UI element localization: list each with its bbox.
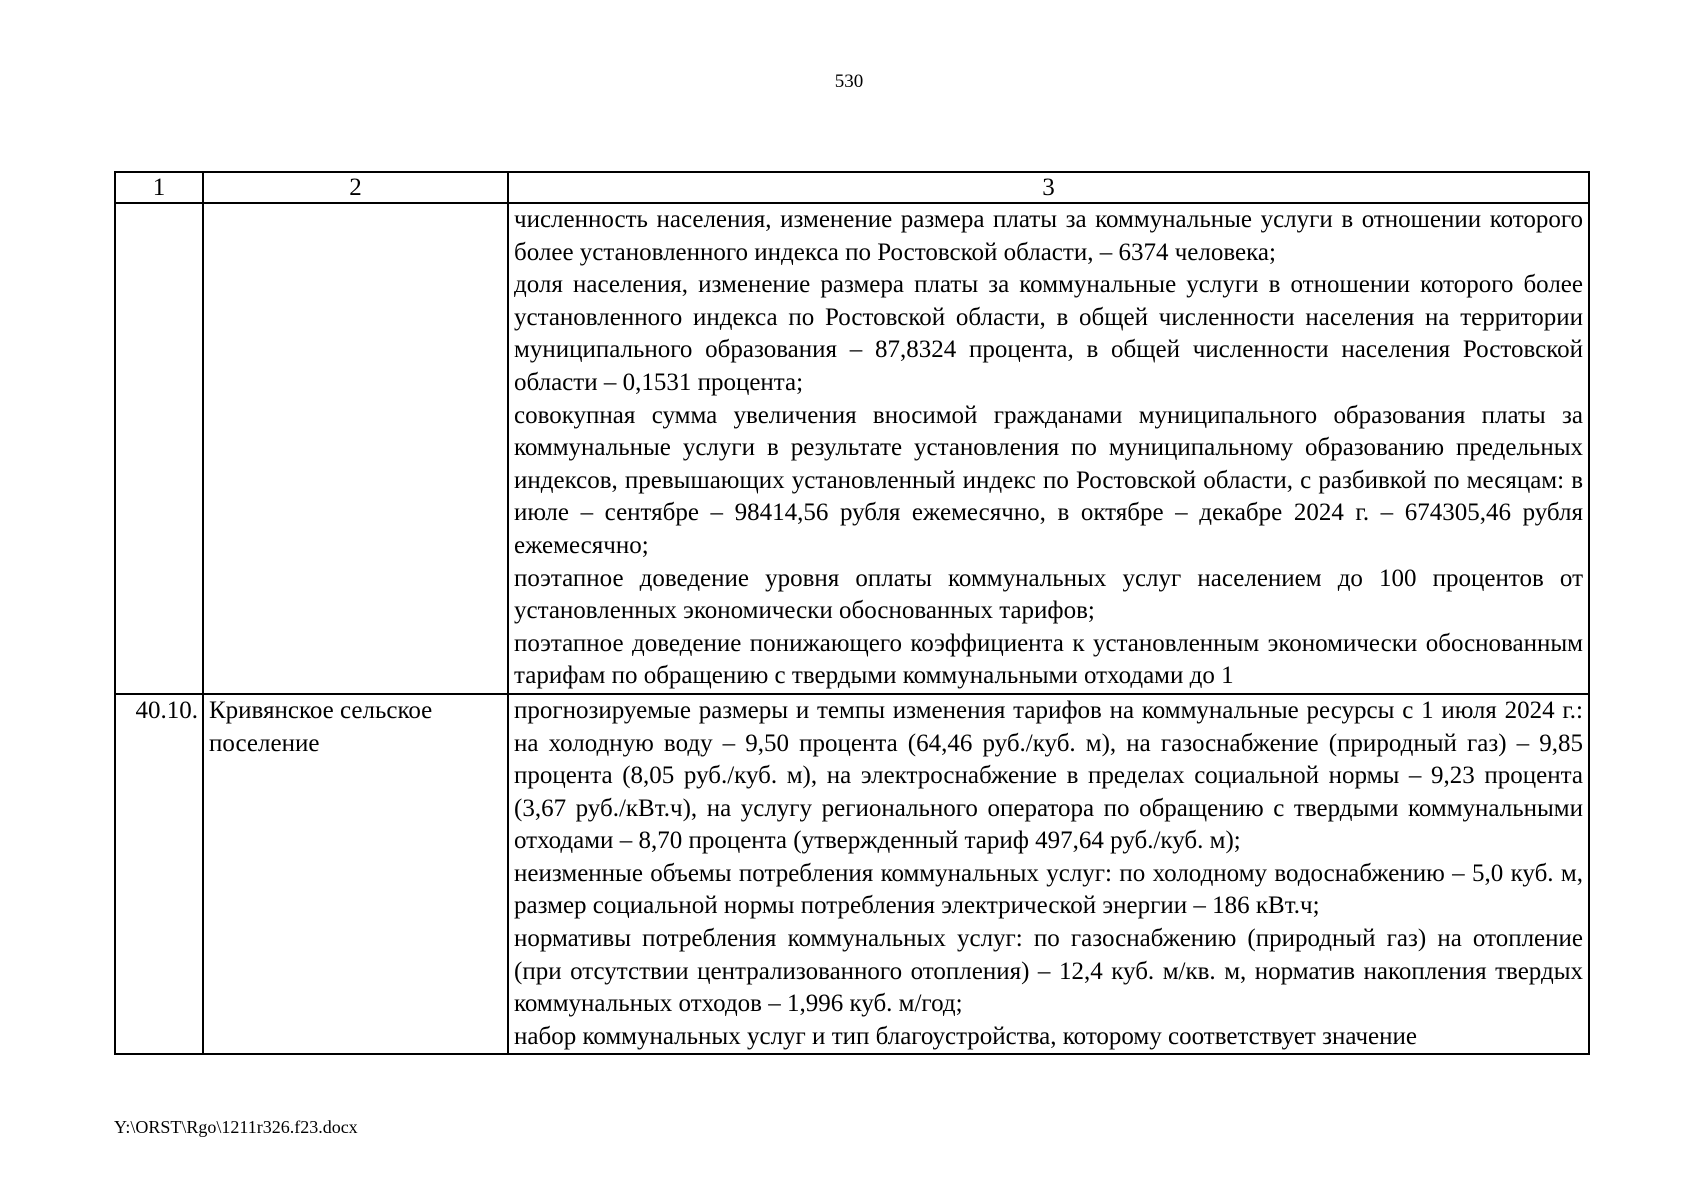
content-paragraph: доля населения, изменение размера платы за коммунальные услуги в отношении которого более установленного индекса по Ростовской области, в общей численности населения на территории муниципального образования – 87,8324 процента, в общей численности населения Ростовской области – 0,1531 процента; bbox=[514, 271, 1583, 396]
table-row bbox=[115, 694, 1589, 1055]
row-number-cell bbox=[115, 203, 203, 694]
content-paragraph: поэтапное доведение понижающего коэффициента к установленным экономически обоснованным тарифам по обращению с твердыми коммунальными отходами до 1 bbox=[514, 629, 1583, 690]
content-paragraph: численность населения, изменение размера платы за коммунальные услуги в отношении которого более установленного индекса по Ростовской области, – 6374 человека; bbox=[514, 206, 1583, 266]
column-header-3: 3 bbox=[508, 172, 1589, 203]
row-number-cell: 40.10. bbox=[115, 694, 203, 1055]
footer-file-path: Y:\ORST\Rgo\1211r326.f23.docx bbox=[114, 1117, 358, 1137]
row-name-cell bbox=[203, 203, 508, 694]
column-header-1: 1 bbox=[115, 172, 203, 203]
row-content-cell bbox=[508, 694, 1589, 1055]
content-paragraph: совокупная сумма увеличения вносимой гражданами муниципального образования платы за коммунальные услуги в результате установления по муниципальному образованию предельных индексов, превышающих установленный индекс по Ростовской области, с разбивкой по месяцам: в июле – сентябре – 98414,56 рубля ежемесячно, в октябре – декабре 2024 г. – 674305,46 рубля ежемесячно; bbox=[514, 401, 1583, 559]
document-table bbox=[114, 171, 1590, 1055]
content-paragraph: неизменные объемы потребления коммунальных услуг: по холодному водоснабжению – 5,0 куб. м, размер социальной нормы потребления электрической энергии – 186 кВт.ч; bbox=[514, 859, 1583, 920]
table-header-row bbox=[115, 172, 1589, 203]
content-paragraph: нормативы потребления коммунальных услуг: по газоснабжению (природный газ) на отопление (при отсутствии централизованного отопления) – 12,4 куб. м/кв. м, норматив накопления твердых коммунальных отходов – 1,996 куб. м/год; bbox=[514, 925, 1583, 1018]
content-paragraph: прогнозируемые размеры и темпы изменения тарифов на коммунальные ресурсы с 1 июля 2024 г.: на холодную воду – 9,50 процента (64,46 руб./куб. м), на газоснабжение (природный газ) – 9,85 процента (8,05 руб./куб. м), на электроснабжение в пределах социальной нормы – 9,23 процента (3,67 руб./кВт.ч), на услугу регионального оператора по обращению с твердыми коммунальными отходами – 8,70 процента (утвержденный тариф 497,64 руб./куб. м); bbox=[514, 696, 1583, 855]
column-header-2: 2 bbox=[203, 172, 508, 203]
table-row bbox=[115, 203, 1589, 694]
row-content-cell bbox=[508, 203, 1589, 694]
page-number: 530 bbox=[834, 71, 864, 92]
content-paragraph: набор коммунальных услуг и тип благоустройства, которому соответствует значение bbox=[514, 1022, 1417, 1050]
content-paragraph: поэтапное доведение уровня оплаты коммунальных услуг населением до 100 процентов от установленных экономически обоснованных тарифов; bbox=[514, 564, 1583, 625]
row-name-cell: Кривянское сельское поселение bbox=[203, 694, 508, 1055]
